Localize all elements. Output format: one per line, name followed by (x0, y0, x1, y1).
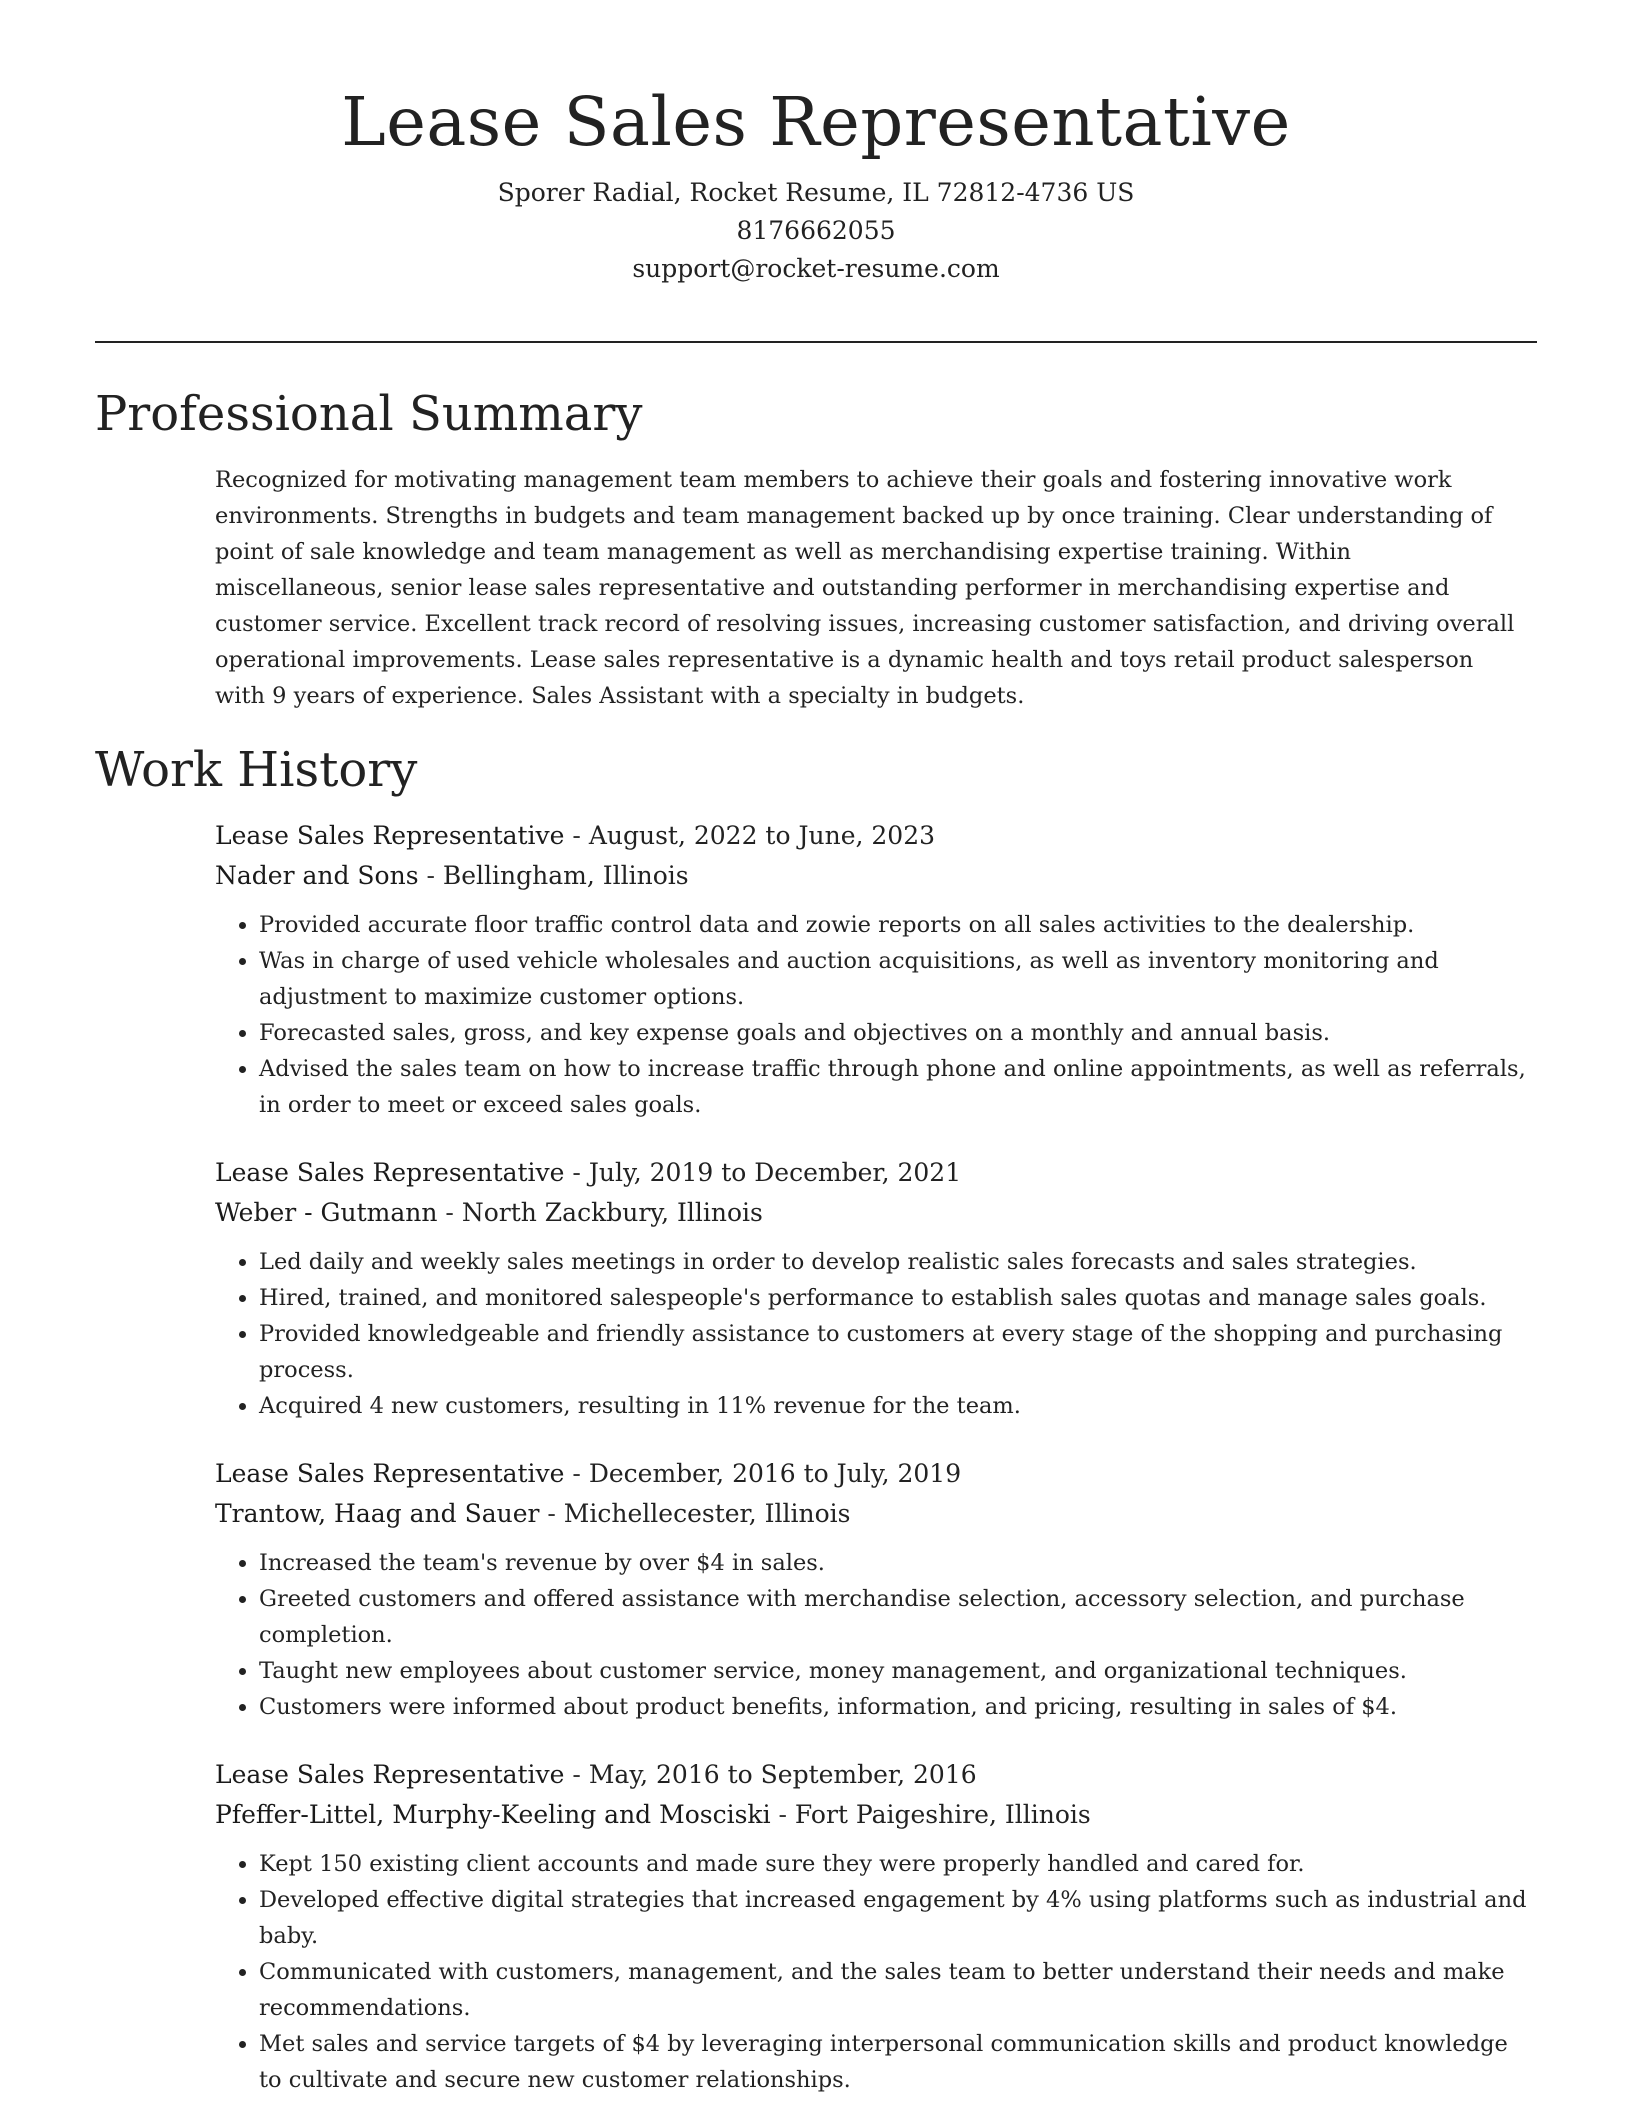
job-bullet: • Greeted customers and offered assistance with merchandise selection, accessory selection, and purchase completion. (259, 1581, 1535, 1653)
job-bullets (215, 1846, 1535, 2098)
job-location: Bellingham, Illinois (442, 861, 689, 890)
job-title-line: Lease Sales Representative - December, 2016 to July, 2019 (215, 1459, 962, 1488)
job-bullet: • Hired, trained, and monitored salespeople's performance to establish sales quotas and manage sales goals. (259, 1280, 1535, 1316)
job-company-line: Weber - Gutmann - North Zackbury, Illinois (215, 1198, 763, 1227)
candidate-name: Lease Sales Representative (341, 83, 1291, 161)
work-history-heading: Work History (95, 742, 418, 798)
summary-heading: Professional Summary (95, 386, 643, 442)
job-location: North Zackbury, Illinois (461, 1198, 763, 1227)
job-dates: August, 2022 to June, 2023 (588, 821, 936, 850)
email-address: support@rocket-resume.com (632, 254, 1000, 283)
job-company: Nader and Sons (215, 861, 419, 890)
job-company: Pfeffer-Littel, Murphy-Keeling and Mosciski (215, 1800, 771, 1829)
resume-header (95, 80, 1537, 288)
job-bullet: • Was in charge of used vehicle wholesales and auction acquisitions, as well as inventory monitoring and adjustment to maximize customer options. (259, 943, 1535, 1015)
job-bullet: • Forecasted sales, gross, and key expense goals and objectives on a monthly and annual basis. (259, 1015, 1535, 1051)
job-title: Lease Sales Representative (215, 1158, 565, 1187)
job-bullets (215, 1545, 1535, 1725)
job-bullet: • Provided knowledgeable and friendly assistance to customers at every stage of the shopping and purchasing process. (259, 1316, 1535, 1388)
job-title: Lease Sales Representative (215, 1459, 565, 1488)
summary-text: Recognized for motivating management team members to achieve their goals and fostering innovative work environments. Strengths in budgets and team management backed up by once training. Clear understanding of point of sale knowledge and team management as well as merchandising expertise training. Within miscellaneous, senior lease sales representative and outstanding performer in merchandising expertise and customer service. Excellent track record of resolving issues, increasing customer satisfaction, and driving overall operational improvements. Lease sales representative is a dynamic health and toys retail product salesperson with 9 years of experience. Sales Assistant with a specialty in budgets. (215, 467, 1515, 709)
job-title: Lease Sales Representative (215, 1760, 565, 1789)
job-title-line: Lease Sales Representative - May, 2016 to September, 2016 (215, 1760, 977, 1789)
job-company-line: Trantow, Haag and Sauer - Michellecester, Illinois (215, 1499, 851, 1528)
job-bullet: • Customers were informed about product benefits, information, and pricing, resulting in sales of $4. (259, 1689, 1535, 1725)
job-company: Weber - Gutmann (215, 1198, 438, 1227)
job-title: Lease Sales Representative (215, 821, 565, 850)
job-bullets (215, 1244, 1535, 1424)
job-location: Michellecester, Illinois (563, 1499, 851, 1528)
job-company: Trantow, Haag and Sauer (215, 1499, 540, 1528)
phone-number: 8176662055 (736, 216, 896, 245)
job-dates: July, 2019 to December, 2021 (588, 1158, 962, 1187)
job-bullet: • Taught new employees about customer service, money management, and organizational techniques. (259, 1653, 1535, 1689)
job-bullet: • Acquired 4 new customers, resulting in 11% revenue for the team. (259, 1388, 1535, 1424)
job-entry (215, 1153, 1535, 1424)
job-bullet: • Advised the sales team on how to increase traffic through phone and online appointments, as well as referrals, in order to meet or exceed sales goals. (259, 1051, 1535, 1123)
job-title-line: Lease Sales Representative - August, 2022 to June, 2023 (215, 821, 936, 850)
job-bullet: • Increased the team's revenue by over $4 in sales. (259, 1545, 1535, 1581)
header-divider (95, 341, 1537, 343)
work-history-list (215, 816, 1535, 2128)
job-entry (215, 1454, 1535, 1725)
job-bullet: • Kept 150 existing client accounts and made sure they were properly handled and cared for. (259, 1846, 1535, 1882)
job-bullet: • Communicated with customers, management, and the sales team to better understand their needs and make recommendations. (259, 1954, 1535, 2026)
contact-info (95, 174, 1537, 288)
job-bullet: • Met sales and service targets of $4 by leveraging interpersonal communication skills and product knowledge to cultivate and secure new customer relationships. (259, 2026, 1535, 2098)
job-bullet: • Provided accurate floor traffic control data and zowie reports on all sales activities to the dealership. (259, 907, 1535, 943)
job-entry (215, 816, 1535, 1123)
job-company-line: Nader and Sons - Bellingham, Illinois (215, 861, 689, 890)
job-dates: May, 2016 to September, 2016 (588, 1760, 977, 1789)
job-location: Fort Paigeshire, Illinois (794, 1800, 1091, 1829)
job-dates: December, 2016 to July, 2019 (588, 1459, 962, 1488)
job-bullet: • Developed effective digital strategies that increased engagement by 4% using platforms such as industrial and baby. (259, 1882, 1535, 1954)
job-title-line: Lease Sales Representative - July, 2019 to December, 2021 (215, 1158, 962, 1187)
job-bullets (215, 907, 1535, 1123)
address: Sporer Radial, Rocket Resume, IL 72812-4736 US (497, 178, 1135, 207)
job-company-line: Pfeffer-Littel, Murphy-Keeling and Mosciski - Fort Paigeshire, Illinois (215, 1800, 1091, 1829)
job-bullet: • Led daily and weekly sales meetings in order to develop realistic sales forecasts and sales strategies. (259, 1244, 1535, 1280)
job-entry (215, 1755, 1535, 2098)
